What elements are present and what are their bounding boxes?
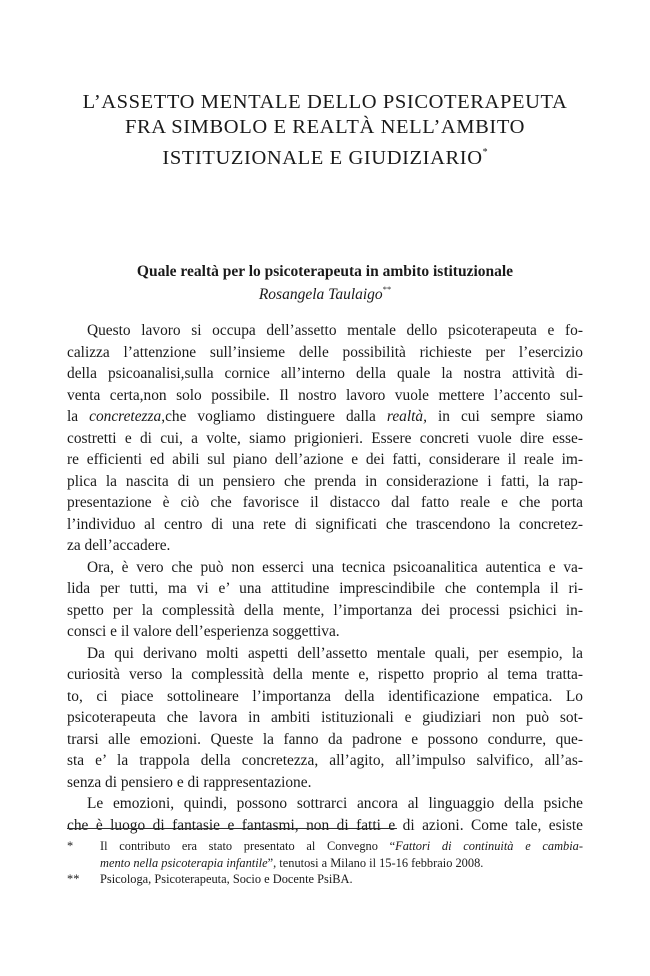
text-line: re efficienti ed abili sul piano dell’azione e dei fatti, considerare il reale im-: [67, 451, 583, 468]
article-title: [40, 90, 610, 171]
footnote-2: [67, 871, 583, 888]
footnote-1: [67, 838, 583, 871]
title-line-2: FRA SIMBOLO E REALTÀ NELL’AMBITO: [124, 116, 525, 138]
text-line: della psicoanalisi,sulla cornice all’interno della quale la nostra attività di-: [67, 365, 583, 382]
paragraph-1: [67, 320, 583, 557]
emphasis-concretezza: concretezza: [89, 408, 162, 425]
text-line: psicoterapeuta che lavora in ambiti istituzionali e giudiziari non può sot-: [67, 709, 583, 726]
text-line: sta e’ la trappola della concretezza, all’agito, all’impulso salvifico, all’as-: [67, 752, 583, 769]
text-line: presentazione è ciò che favorisce il distacco dal fatto reale e che porta: [67, 494, 583, 511]
text-line: senza di pensiero e di rappresentazione.: [67, 773, 312, 791]
text-line: Da qui derivano molti aspetti dell’assetto mentale quali, per esempio, la: [87, 644, 583, 662]
title-line-1: L’ASSETTO MENTALE DELLO PSICOTERAPEUTA: [82, 91, 568, 113]
title-footnote-marker: *: [482, 147, 488, 158]
text-line: l’individuo al centro di una rete di significati che trascendono la concretez-: [67, 515, 583, 533]
author-line: [40, 284, 610, 304]
text-line: che è luogo di fantasie e fantasmi, non di fatti e di azioni. Come tale, esiste: [67, 816, 583, 834]
text-line: to, ci piace sottolineare l’importanza della identificazione empatica. Lo: [67, 687, 583, 705]
text-run: ”, tenutosi a Milano il 15-16 febbraio 2008.: [267, 855, 484, 870]
section-heading: Quale realtà per lo psicoterapeuta in ambito istituzionale: [136, 263, 514, 280]
footnote-line: [100, 855, 583, 872]
text-line: lida per tutti, ma vi e’ una attitudine imprescindibile che contempla il ri-: [67, 580, 583, 597]
text-line: Le emozioni, quindi, possono sottrarci ancora al linguaggio della psiche: [87, 795, 583, 812]
author-name: Rosangela Taulaigo: [258, 286, 383, 303]
title-line-3: [40, 140, 610, 171]
body-text: [67, 320, 583, 836]
text-run: in cui sempre siamo: [426, 408, 583, 425]
text-run: Il contributo era stato presentato al Convegno “: [100, 839, 396, 853]
text-line: venta certa,non solo possibile. Il nostro lavoro vuole mettere l’accento sul-: [67, 386, 583, 404]
paragraph-2: [67, 557, 583, 643]
emphasis-conference-title: Fattori di continuità e cambia-: [395, 839, 583, 853]
text-run: ,che vogliamo distinguere dalla: [161, 408, 387, 425]
text-line: spetto per la complessità della mente, l’importanza dei processi psichici in-: [67, 601, 583, 619]
paragraph-3: [67, 643, 583, 794]
text-line: curiosità verso la complessità della mente e, rispetto proprio al tema tratta-: [67, 666, 583, 683]
text-line: plica la nascita di un pensiero che prenda in considerazione i fatti, la rap-: [67, 472, 583, 490]
title-line-3-text: ISTITUZIONALE E GIUDIZIARIO: [162, 147, 483, 169]
text-line: za dell’accadere.: [67, 537, 171, 554]
emphasis-realta: realtà,: [386, 408, 427, 425]
text-run: la: [67, 408, 90, 425]
footnote-marker: **: [67, 872, 80, 886]
text-line: Ora, è vero che può non esserci una tecnica psicoanalitica autentica e va-: [87, 558, 583, 576]
paragraph-4: [67, 793, 583, 836]
footnote-marker: *: [67, 839, 74, 853]
text-line: trarsi alle emozioni. Queste la fanno da padrone e possono condurre, que-: [67, 730, 583, 748]
text-line: [67, 406, 583, 428]
text-line: Questo lavoro si occupa dell’assetto mentale dello psicoterapeuta e fo-: [87, 322, 583, 339]
footnote-line: [100, 838, 583, 855]
author-footnote-marker: **: [382, 284, 392, 294]
footnotes: [67, 838, 583, 888]
text-line: consci e il valore dell’esperienza soggettiva.: [67, 623, 340, 640]
emphasis-conference-title: mento nella psicoterapia infantile: [100, 855, 268, 870]
footnote-divider: [67, 828, 397, 829]
footnote-line: Psicologa, Psicoterapeuta, Socio e Docente PsiBA.: [100, 872, 353, 886]
text-line: costretti e di cui, a volte, siamo prigionieri. Essere concreti vuole dire esse-: [67, 429, 583, 447]
text-line: calizza l’attenzione sull’insieme delle possibilità richieste per l’esercizio: [67, 343, 583, 361]
